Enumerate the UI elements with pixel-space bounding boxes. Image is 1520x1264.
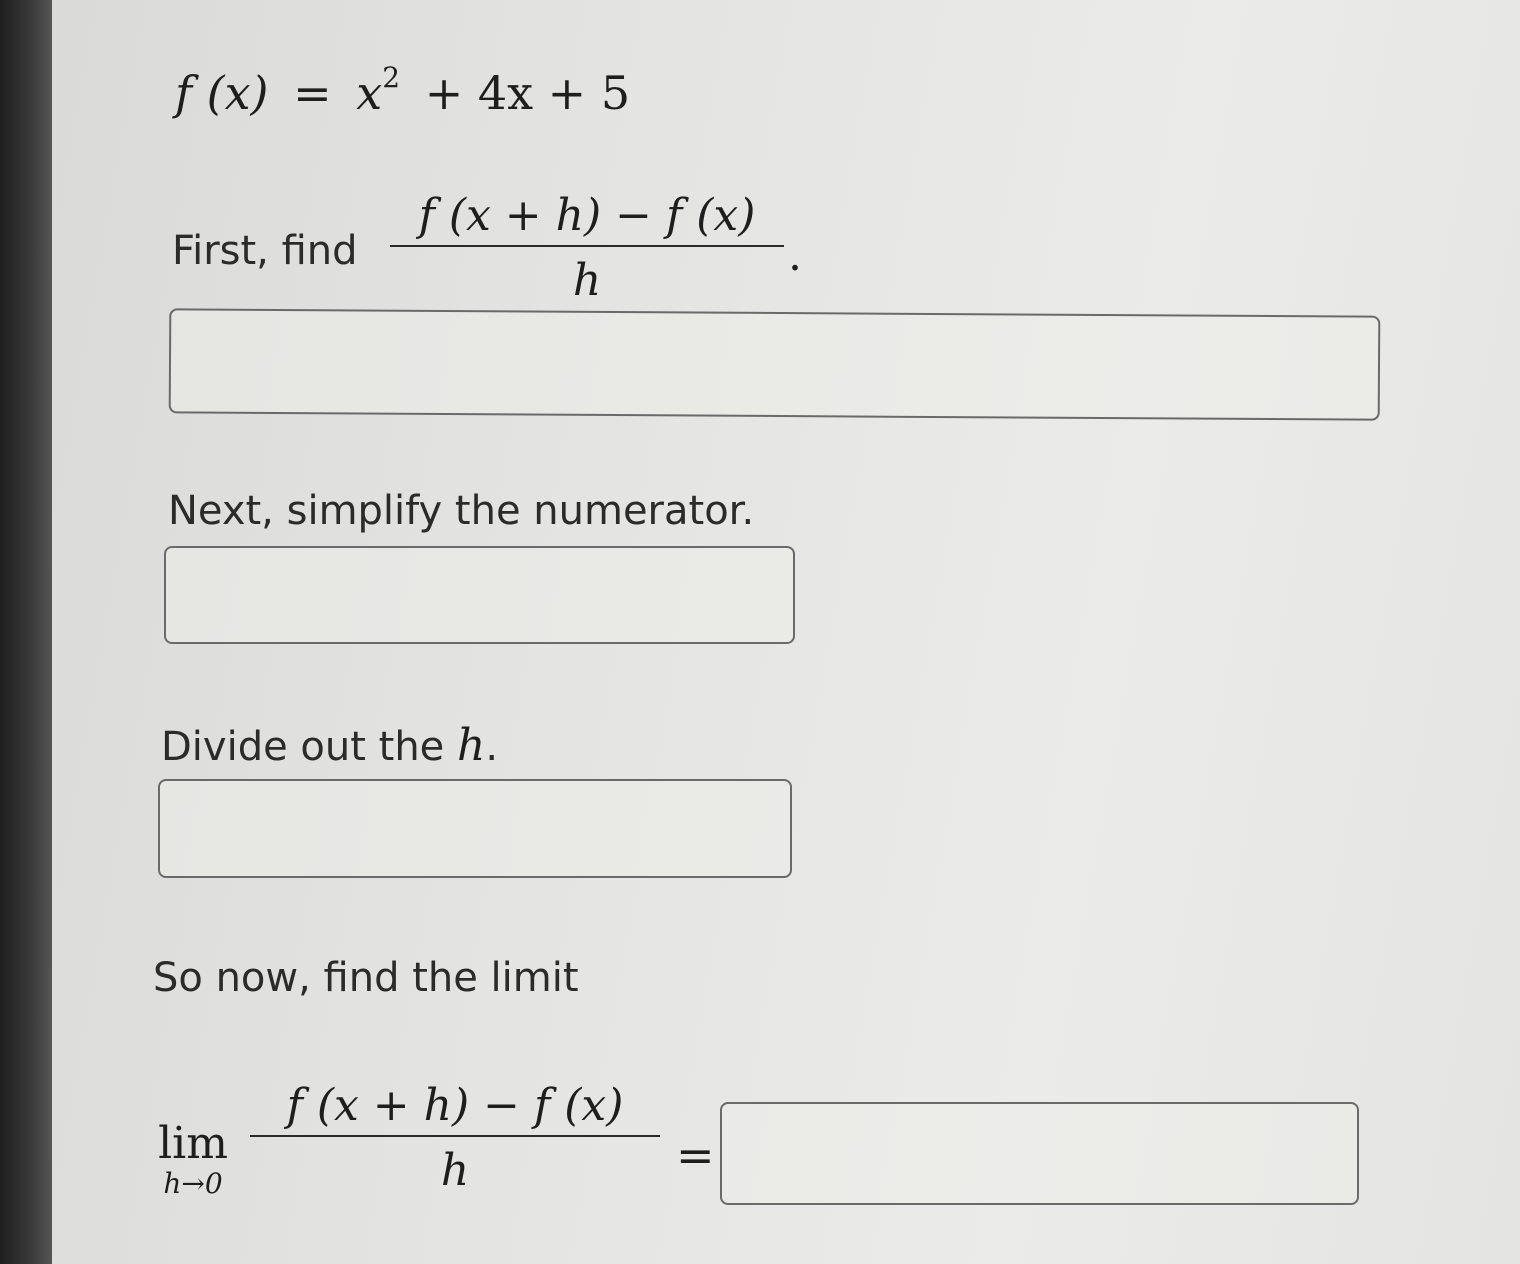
step3-prompt-period: . (485, 724, 499, 770)
limit-fraction-bar (250, 1135, 660, 1137)
limit-equals-sign: = (676, 1128, 715, 1182)
difference-quotient-answer-field[interactable] (169, 308, 1381, 420)
step3-prompt (161, 720, 498, 771)
function-exponent: 2 (382, 60, 401, 94)
step2-prompt: Next, simplify the numerator. (168, 488, 755, 534)
divided-expression-answer-field[interactable] (158, 779, 792, 878)
function-variable: x (356, 66, 383, 120)
step4-prompt: So now, find the limit (153, 955, 579, 1001)
function-rest: + 4x + 5 (424, 66, 631, 120)
limit-denominator: h (440, 1145, 470, 1196)
function-lhs: f (x) (175, 66, 269, 120)
limit-subscript: h→0 (163, 1167, 223, 1200)
difference-quotient-denominator: h (572, 255, 602, 306)
equals-sign: = (293, 66, 332, 120)
difference-quotient (390, 190, 784, 306)
limit-word: lim (158, 1118, 228, 1169)
limit-operator (148, 1120, 238, 1200)
step3-prompt-variable: h (457, 720, 486, 771)
limit-answer-field[interactable] (720, 1102, 1359, 1205)
limit-numerator: f (x + h) − f (x) (286, 1080, 624, 1131)
step1-period: . (788, 230, 802, 281)
limit-difference-quotient (250, 1080, 660, 1196)
step3-prompt-text: Divide out the (161, 724, 445, 770)
step1-prompt: First, find (172, 228, 358, 274)
fraction-bar (390, 245, 784, 247)
simplified-numerator-answer-field[interactable] (164, 546, 795, 644)
function-definition (175, 60, 631, 120)
difference-quotient-numerator: f (x + h) − f (x) (418, 190, 756, 241)
monitor-bezel (0, 0, 52, 1264)
